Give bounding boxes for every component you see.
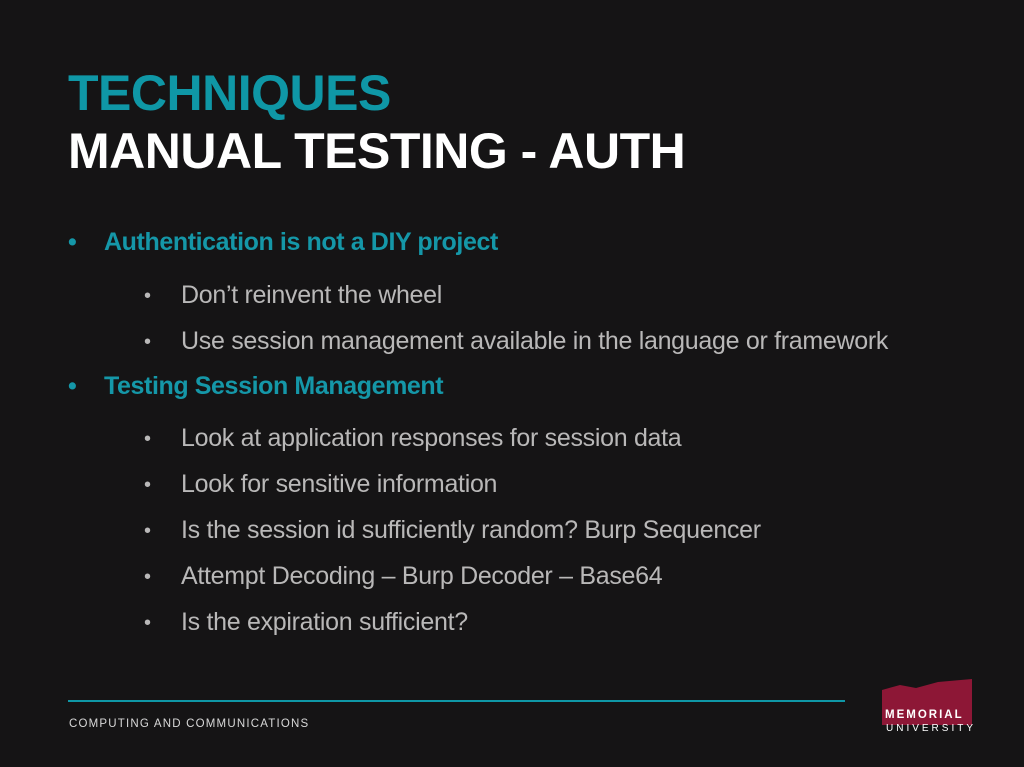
sub-bullet-text: Don’t reinvent the wheel bbox=[181, 281, 443, 309]
logo-word-university: UNIVERSITY bbox=[886, 723, 977, 734]
bullet-heading-text: Authentication is not a DIY project bbox=[104, 228, 498, 256]
bullet-dot-icon: • bbox=[68, 228, 77, 256]
bullet-dot-icon: • bbox=[144, 428, 151, 450]
bullet-dot-icon: • bbox=[144, 285, 151, 307]
bullet-dot-icon: • bbox=[144, 474, 151, 496]
sub-bullet-text: Is the session id sufficiently random? Burp Sequencer bbox=[181, 516, 761, 544]
footer-text: COMPUTING AND COMMUNICATIONS bbox=[69, 718, 310, 730]
bullet-heading-text: Testing Session Management bbox=[104, 372, 444, 400]
sub-bullet-text: Use session management available in the language or framework bbox=[181, 327, 889, 355]
bullet-dot-icon: • bbox=[144, 612, 151, 634]
sub-bullet-text: Attempt Decoding – Burp Decoder – Base64 bbox=[181, 562, 663, 590]
title-manual-testing-auth: MANUAL TESTING - AUTH bbox=[68, 123, 686, 179]
bullet-dot-icon: • bbox=[144, 331, 151, 353]
logo-word-memorial: MEMORIAL bbox=[885, 709, 964, 721]
bullet-dot-icon: • bbox=[144, 566, 151, 588]
sub-bullet-text: Look at application responses for session data bbox=[181, 424, 682, 452]
slide-title bbox=[68, 64, 685, 180]
footer-divider bbox=[68, 700, 845, 702]
sub-bullet-text: Is the expiration sufficient? bbox=[181, 608, 468, 636]
title-techniques: TECHNIQUES bbox=[68, 65, 391, 121]
sub-bullet-text: Look for sensitive information bbox=[181, 470, 498, 498]
bullet-dot-icon: • bbox=[68, 372, 77, 400]
bullet-dot-icon: • bbox=[144, 520, 151, 542]
